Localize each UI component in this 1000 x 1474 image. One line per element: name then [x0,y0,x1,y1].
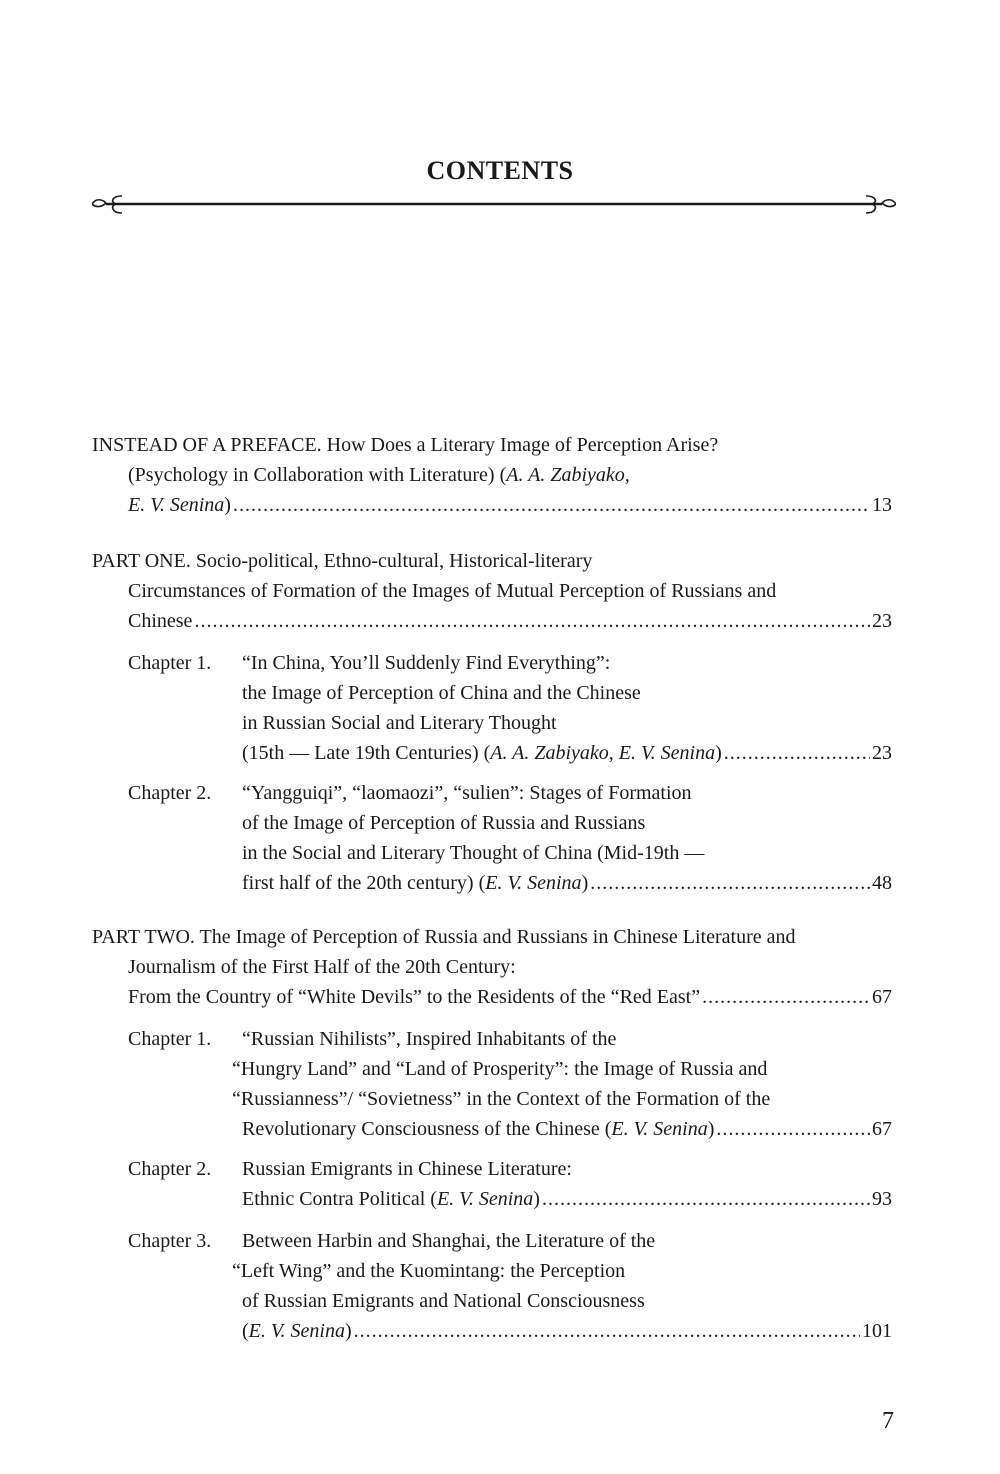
chapter-author: E. V. Senina [611,1118,708,1140]
chapter-author: E. V. Senina [248,1320,345,1342]
part-two-title [92,922,796,952]
chapter-author: A. A. Zabiyako, E. V. Senina [490,742,716,764]
chapter-title-line-1: “Russian Nihilists”, Inspired Inhabitants of the [242,1028,617,1050]
dot-leader [702,982,870,1012]
chapter-title-line-2: of the Image of Perception of Russia and Russians [242,812,646,834]
part-one-text-3: Chinese [128,610,193,632]
part-two-label: PART TWO. [92,926,195,948]
preface-leader-line [128,490,892,520]
part-one-title [92,546,592,576]
chapter-author: E. V. Senina [485,872,582,894]
part-one-label: PART ONE. [92,550,191,572]
chapter-paren: ) [344,1320,352,1342]
preface-author: A. A. Zabiyako, [506,464,630,486]
chapter-paren: ) [707,1118,715,1140]
chapter-paren: ) [715,742,722,764]
ornamental-rule [92,190,896,220]
chapter-title-line-1: Russian Emigrants in Chinese Literature: [242,1158,572,1180]
part-one-text-1: Socio-political, Ethno-cultural, Historical-literary [190,550,593,572]
chapter-title-line-1: “In China, You’ll Suddenly Find Everything”: [242,652,611,674]
part-two-text-2: Journalism of the First Half of the 20th Century: [128,956,516,978]
part-one-text-2: Circumstances of Formation of the Images of Mutual Perception of Russians and [128,580,777,602]
dot-leader [724,738,870,768]
preface-title: INSTEAD OF A PREFACE. How Does a Literary Image of Perception Arise? [92,434,719,456]
chapter-title-line-2: “Hungry Land” and “Land of Prosperity”: the Image of Russia and [232,1058,768,1080]
chapter-title-line-4: (15th — Late 19th Centuries) ( [242,742,491,764]
chapter-title-line-3: “Russianness”/ “Sovietness” in the Context of the Formation of the [232,1088,771,1110]
dot-leader [542,1184,870,1214]
chapter-label: Chapter 1. [128,1028,212,1050]
chapter-title-line-3: in the Social and Literary Thought of China (Mid-19th — [242,842,705,864]
dot-leader [590,868,870,898]
page-ref: 48 [872,872,892,894]
chapter-title-line-3: of Russian Emigrants and National Consciousness [242,1290,645,1312]
chapter-label: Chapter 2. [128,782,212,804]
page-ref: 67 [872,1118,892,1140]
chapter-paren-open: ( [242,1320,249,1342]
chapter-title-line-4: Revolutionary Consciousness of the Chinese ( [242,1118,612,1140]
preface-paren: ) [224,494,231,516]
chapter-title-line-2: the Image of Perception of China and the Chinese [242,682,641,704]
chapter-leader-line [242,868,892,898]
part-one-leader-line [128,606,892,636]
chapter-leader-line [242,1114,892,1144]
page-number: 7 [882,1408,894,1434]
chapter-label: Chapter 1. [128,652,212,674]
dot-leader [716,1114,870,1144]
chapter-title-line-2: Ethnic Contra Political ( [242,1188,437,1210]
chapter-author: E. V. Senina [436,1188,534,1210]
part-two-text-3: From the Country of “White Devils” to the Residents of the “Red East” [128,986,701,1008]
page-ref: 101 [862,1320,892,1342]
part-two-text-1: The Image of Perception of Russia and Russians in Chinese Literature and [194,926,796,948]
chapter-leader-line [242,1184,892,1214]
chapter-title-line-1: Between Harbin and Shanghai, the Literature of the [242,1230,656,1252]
part-two-leader-line [128,982,892,1012]
page-title: CONTENTS [426,156,574,185]
chapter-paren: ) [581,872,589,894]
preface-subtitle-text: (Psychology in Collaboration with Literature) ( [128,464,507,486]
page-ref: 23 [872,610,892,632]
chapter-label: Chapter 3. [128,1230,212,1252]
chapter-title-line-1: “Yangguiqi”, “laomaozi”, “sulien”: Stages of Formation [242,782,692,804]
chapter-title-line-4: first half of the 20th century) ( [242,872,486,894]
dot-leader [354,1316,860,1346]
preface-author-2: E. V. Senina [128,494,225,516]
chapter-title-line-2: “Left Wing” and the Kuomintang: the Perception [232,1260,626,1282]
dot-leader [233,490,870,520]
preface-subtitle [128,460,630,490]
page-ref: 13 [872,494,892,516]
page-ref: 67 [872,986,892,1008]
dot-leader [194,606,870,636]
chapter-title-line-3: in Russian Social and Literary Thought [242,712,557,734]
chapter-leader-line [242,738,892,768]
chapter-label: Chapter 2. [128,1158,212,1180]
page-ref: 93 [872,1188,892,1210]
page-ref: 23 [872,742,892,764]
chapter-paren: ) [533,1188,540,1210]
chapter-leader-line [242,1316,892,1346]
